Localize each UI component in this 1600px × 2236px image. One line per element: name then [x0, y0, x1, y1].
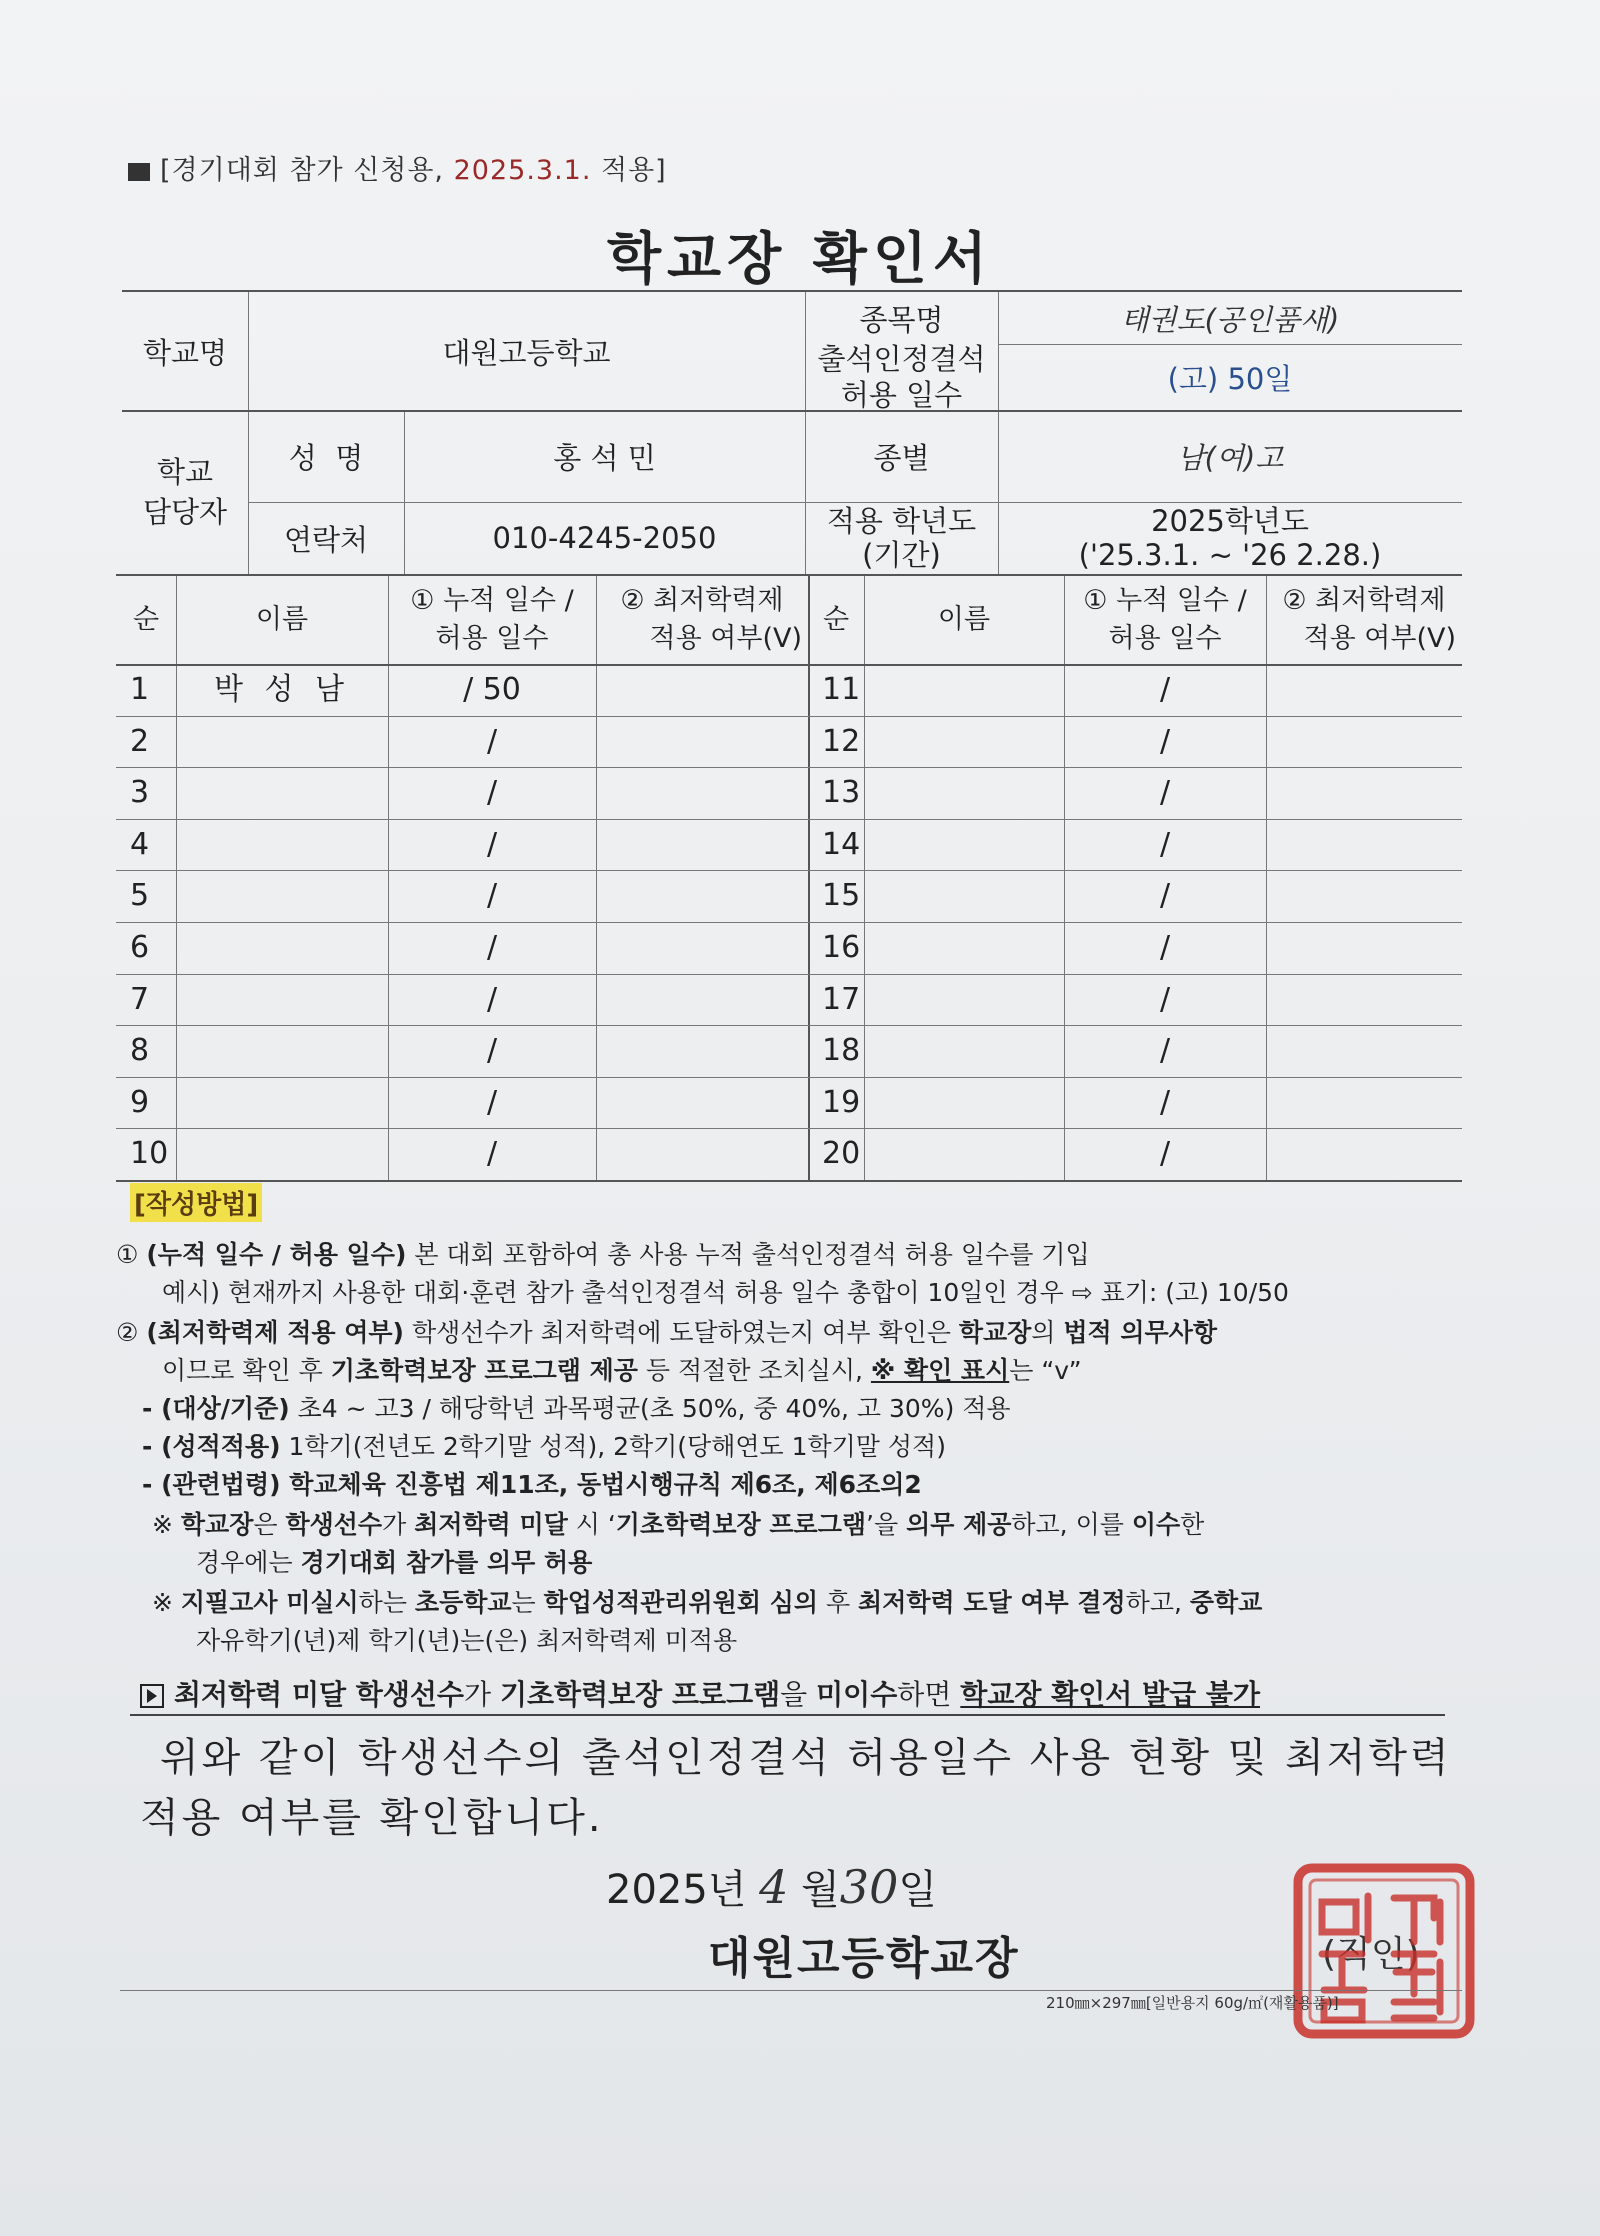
- note-1-cont-b: 경기대회 참가를 의무 허용: [300, 1548, 593, 1577]
- accumulated-days: /: [486, 1033, 498, 1069]
- student-name: [864, 1128, 1064, 1180]
- min-academic-check: [1266, 767, 1462, 819]
- circle-number-2: ②: [116, 1318, 139, 1347]
- square-bullet-icon: [128, 163, 150, 181]
- school-year-value-line1: 2025학년도: [1151, 504, 1309, 538]
- row-number: 8: [130, 1033, 150, 1069]
- issue-day-handwritten: 30: [839, 1860, 899, 1914]
- min-academic-check: [596, 922, 808, 974]
- min-academic-check: [596, 1128, 808, 1180]
- school-info-table: [122, 290, 1462, 576]
- note-1-below: 최저학력 미달: [414, 1510, 568, 1539]
- row-number: 16: [822, 930, 861, 965]
- header-min-line2-left: 적용 여부(V): [649, 623, 802, 654]
- note-2-b4: 최저학력 도달 여부 결정: [858, 1588, 1126, 1617]
- category-label: 종별: [873, 440, 930, 475]
- manager-label-line1: 학교: [156, 455, 214, 489]
- note-1-principal: 학교장: [180, 1510, 254, 1539]
- header-days-line2-right: 허용 일수: [1108, 623, 1222, 654]
- criteria-line: [142, 1389, 1011, 1425]
- boxed-arrow-icon: [140, 1684, 164, 1708]
- warning-b2: 기초학력보장 프로그램: [499, 1678, 781, 1711]
- header-name-right: 이름: [937, 604, 991, 635]
- instruction-2-cont-program: 기초학력보장 프로그램 제공: [330, 1356, 638, 1385]
- accumulated-days: /: [486, 981, 498, 1017]
- instruction-2-text: 학생선수가 최저학력에 도달하였는지 여부 확인은: [404, 1318, 959, 1347]
- accumulated-days: /: [1159, 775, 1171, 811]
- usage-note-suffix: 적용]: [591, 155, 667, 186]
- min-academic-check: [596, 819, 808, 871]
- accumulated-days: /: [1159, 826, 1171, 862]
- header-no-right: 순: [822, 604, 850, 635]
- instruction-2-bold: (최저학력제 적용 여부): [146, 1318, 404, 1347]
- accumulated-days: /: [1159, 1033, 1171, 1069]
- header-min-line1-right: ② 최저학력제: [1282, 585, 1446, 616]
- min-academic-check: [1266, 974, 1462, 1026]
- note-1-t3: 시 ‘: [567, 1510, 616, 1539]
- accumulated-days: /: [486, 930, 498, 965]
- min-academic-check: [596, 974, 808, 1026]
- min-academic-check: [596, 767, 808, 819]
- student-name: [176, 1077, 388, 1129]
- event-label: 종목명: [859, 302, 944, 337]
- student-name: [864, 767, 1064, 819]
- note-1-t6: 한: [1180, 1510, 1205, 1539]
- student-name: [176, 1128, 388, 1180]
- school-year-value-line2: ('25.3.1. ~ '26 2.28.): [1078, 538, 1382, 572]
- min-academic-check: [1266, 1128, 1462, 1180]
- student-name: [176, 1025, 388, 1077]
- law-line: [142, 1465, 922, 1501]
- row-number: 18: [822, 1033, 861, 1069]
- form-usage-note: [128, 148, 667, 187]
- accumulated-days: /: [1159, 878, 1171, 914]
- grade-apply-label: - (성적적용): [142, 1432, 281, 1461]
- note-2: [152, 1583, 1262, 1619]
- instruction-2-cont-a: 이므로 확인 후: [162, 1356, 331, 1385]
- note-1-t2: 가: [382, 1510, 415, 1539]
- note-2-c2: 는: [511, 1588, 544, 1617]
- student-name: [864, 974, 1064, 1026]
- row-number: 7: [130, 981, 150, 1017]
- instruction-1-text: 본 대회 포함하여 총 사용 누적 출석인정결석 허용 일수를 기입: [406, 1240, 1090, 1269]
- instruction-2-cont: [162, 1351, 1082, 1387]
- header-days-line1-left: ① 누적 일수 /: [410, 585, 574, 616]
- min-academic-check: [1266, 1077, 1462, 1129]
- warning-b1: 최저학력 미달 학생선수: [174, 1678, 464, 1711]
- student-name: [864, 870, 1064, 922]
- note-2-c4: 하고,: [1125, 1588, 1190, 1617]
- note-1-cont-a: 경우에는: [196, 1548, 301, 1577]
- row-number: 10: [130, 1136, 169, 1172]
- instructions-divider: [130, 1714, 1445, 1716]
- warning-c1: 가: [463, 1678, 500, 1711]
- paper-spec: 210㎜×297㎜[일반용지 60g/㎡(재활용품)]: [1046, 1994, 1339, 2012]
- accumulated-days: /: [1159, 672, 1171, 707]
- issue-date: [606, 1858, 937, 1915]
- accumulated-days: /: [486, 1136, 498, 1172]
- instruction-2-text-2: 의: [1031, 1318, 1064, 1347]
- warning-c2: 을: [780, 1678, 817, 1711]
- accumulated-days: / 50: [463, 672, 521, 707]
- student-name: 박 성 남: [213, 672, 350, 707]
- note-2-b3: 학업성적관리위원회 심의: [543, 1588, 818, 1617]
- row-number: 17: [822, 981, 861, 1017]
- issue-day-unit: 일: [898, 1867, 937, 1913]
- allowed-days-label: [805, 344, 998, 410]
- accumulated-days: /: [1159, 981, 1171, 1017]
- student-name: [176, 767, 388, 819]
- student-name: [864, 664, 1064, 716]
- warning-c3: 하면: [897, 1678, 961, 1711]
- instruction-2-cont-b: 등 적절한 조치실시,: [637, 1356, 871, 1385]
- min-academic-check: [1266, 1025, 1462, 1077]
- min-academic-check: [596, 870, 808, 922]
- student-attendance-table: [116, 574, 1462, 1182]
- seal-label: (직인): [1322, 1934, 1420, 1975]
- instruction-2-bold-duty: 법적 의무사항: [1063, 1318, 1218, 1347]
- row-number: 2: [130, 723, 150, 759]
- student-name: [176, 922, 388, 974]
- closing-statement-line2: 적용 여부를 확인합니다.: [140, 1795, 604, 1841]
- min-academic-check: [1266, 870, 1462, 922]
- allowed-days-value: (고) 50일: [1167, 361, 1293, 396]
- event-value: 태권도(공인품새): [1120, 302, 1340, 337]
- row-number: 5: [130, 878, 150, 914]
- student-name: [864, 819, 1064, 871]
- row-number: 1: [130, 672, 150, 707]
- contact-label: 연락처: [283, 522, 369, 557]
- manager-name-value: 홍 석 민: [553, 440, 656, 475]
- note-2-b1: 지필고사 미실시: [180, 1588, 359, 1617]
- note-1: [152, 1505, 1204, 1541]
- issue-year: 2025년: [606, 1867, 747, 1913]
- accumulated-days: /: [486, 775, 498, 811]
- closing-statement-line1: 위와 같이 학생선수의 출석인정결석 허용일수 사용 현황 및 최저학력: [160, 1735, 1452, 1781]
- manager-name-label: 성 명: [288, 440, 364, 475]
- note-2-c1: 하는: [358, 1588, 415, 1617]
- school-year-label: [805, 502, 998, 574]
- criteria-text: 초4 ~ 고3 / 해당학년 과목평균(초 50%, 중 40%, 고 30%) 적용: [289, 1394, 1011, 1423]
- min-academic-check: [596, 1077, 808, 1129]
- manager-label-line2: 담당자: [142, 495, 228, 529]
- circle-number-1: ①: [116, 1240, 139, 1269]
- school-year-value: [998, 502, 1462, 574]
- note-1-mark: ※: [152, 1510, 181, 1539]
- instruction-1-example: 예시) 현재까지 사용한 대회·훈련 참가 출석인정결석 허용 일수 총합이 10일인 경우 ⇨ 표기: (고) 10/50: [162, 1278, 1289, 1307]
- header-no-left: 순: [132, 604, 160, 635]
- min-academic-check: [596, 664, 808, 716]
- accumulated-days: /: [486, 826, 498, 862]
- student-name: [864, 1025, 1064, 1077]
- note-2-cont: 자유학기(년)제 학기(년)는(은) 최저학력제 미적용: [196, 1626, 738, 1655]
- row-number: 4: [130, 826, 150, 862]
- min-academic-check: [1266, 819, 1462, 871]
- allowed-days-label-line2: 허용 일수: [840, 378, 963, 412]
- accumulated-days: /: [486, 1084, 498, 1120]
- header-min-line1-left: ② 최저학력제: [620, 585, 784, 616]
- min-academic-check: [596, 716, 808, 768]
- min-academic-check: [1266, 716, 1462, 768]
- student-name: [864, 716, 1064, 768]
- student-name: [176, 716, 388, 768]
- school-year-label-line2: (기간): [862, 538, 941, 572]
- student-name: [176, 819, 388, 871]
- issue-month-handwritten: 4: [759, 1860, 789, 1914]
- student-name: [176, 870, 388, 922]
- school-name-value: 대원고등학교: [442, 335, 611, 370]
- accumulated-days: /: [486, 723, 498, 759]
- accumulated-days: /: [486, 878, 498, 914]
- student-name: [176, 974, 388, 1026]
- row-number: 13: [822, 775, 861, 811]
- warning-b3: 미이수: [816, 1678, 898, 1711]
- accumulated-days: /: [1159, 1084, 1171, 1120]
- document-title: 학교장 확인서: [606, 227, 994, 292]
- note-1-complete: 이수: [1131, 1510, 1181, 1539]
- accumulated-days: /: [1159, 930, 1171, 965]
- instruction-1: [116, 1235, 1090, 1271]
- footer-rule: [120, 1990, 1462, 1991]
- header-days-line1-right: ① 누적 일수 /: [1083, 585, 1247, 616]
- row-number: 20: [822, 1136, 861, 1172]
- row-number: 9: [130, 1084, 150, 1120]
- note-1-athlete: 학생선수: [285, 1510, 383, 1539]
- warning-b4: 학교장 확인서 발급 불가: [960, 1678, 1261, 1711]
- instruction-2-bold-principal: 학교장: [958, 1318, 1032, 1347]
- law-text: 학교체육 진흥법 제11조, 동법시행규칙 제6조, 제6조의2: [280, 1470, 922, 1499]
- grade-apply-text: 1학기(전년도 2학기말 성적), 2학기(당해연도 1학기말 성적): [280, 1432, 946, 1461]
- note-1-t4: ’을: [866, 1510, 907, 1539]
- note-2-b5: 중학교: [1189, 1588, 1263, 1617]
- principal-name: 대원고등학교장: [708, 1933, 1020, 1984]
- school-name-label: 학교명: [142, 335, 228, 370]
- min-academic-check: [1266, 922, 1462, 974]
- row-number: 14: [822, 826, 861, 862]
- row-number: 6: [130, 930, 150, 965]
- note-1-t1: 은: [253, 1510, 286, 1539]
- header-name-left: 이름: [255, 604, 309, 635]
- instruction-2-cont-mark: ※ 확인 표시: [870, 1356, 1010, 1385]
- row-number: 19: [822, 1084, 861, 1120]
- criteria-label: - (대상/기준): [142, 1394, 290, 1423]
- row-number: 15: [822, 878, 861, 914]
- manager-label: [122, 410, 248, 574]
- accumulated-days: /: [1159, 1136, 1171, 1172]
- note-1-t5: 하고, 이를: [1011, 1510, 1132, 1539]
- instruction-2: [116, 1313, 1217, 1349]
- school-year-label-line1: 적용 학년도: [826, 504, 977, 538]
- min-academic-check: [596, 1025, 808, 1077]
- category-value: 남(여)고: [1176, 440, 1284, 475]
- instruction-1-bold: (누적 일수 / 허용 일수): [146, 1240, 407, 1269]
- contact-value: 010-4245-2050: [492, 521, 717, 555]
- warning-line: [140, 1673, 1260, 1713]
- note-2-c3: 후: [818, 1588, 859, 1617]
- note-2-b2: 초등학교: [414, 1588, 512, 1617]
- note-1-cont: [196, 1543, 592, 1579]
- official-seal-stamp: [1290, 1862, 1478, 2040]
- issue-month-unit: 월: [801, 1867, 840, 1913]
- min-academic-check: [1266, 664, 1462, 716]
- row-number: 12: [822, 723, 861, 759]
- law-label: - (관련법령): [142, 1470, 281, 1499]
- instruction-2-cont-c: 는 “v”: [1009, 1356, 1082, 1385]
- header-days-line2-left: 허용 일수: [435, 623, 549, 654]
- note-1-program: 기초학력보장 프로그램: [615, 1510, 867, 1539]
- header-min-line2-right: 적용 여부(V): [1303, 623, 1456, 654]
- usage-note-date: 2025.3.1.: [453, 155, 592, 186]
- note-1-must: 의무 제공: [906, 1510, 1012, 1539]
- note-2-mark: ※: [152, 1588, 181, 1617]
- instructions-heading: [작성방법]: [130, 1183, 262, 1222]
- student-name: [864, 1077, 1064, 1129]
- row-number: 3: [130, 775, 150, 811]
- accumulated-days: /: [1159, 723, 1171, 759]
- row-number: 11: [822, 672, 861, 707]
- allowed-days-label-line1: 출석인정결석: [817, 342, 986, 376]
- grade-apply-line: [142, 1427, 946, 1463]
- usage-note-prefix: [경기대회 참가 신청용,: [160, 155, 454, 186]
- student-name: [864, 922, 1064, 974]
